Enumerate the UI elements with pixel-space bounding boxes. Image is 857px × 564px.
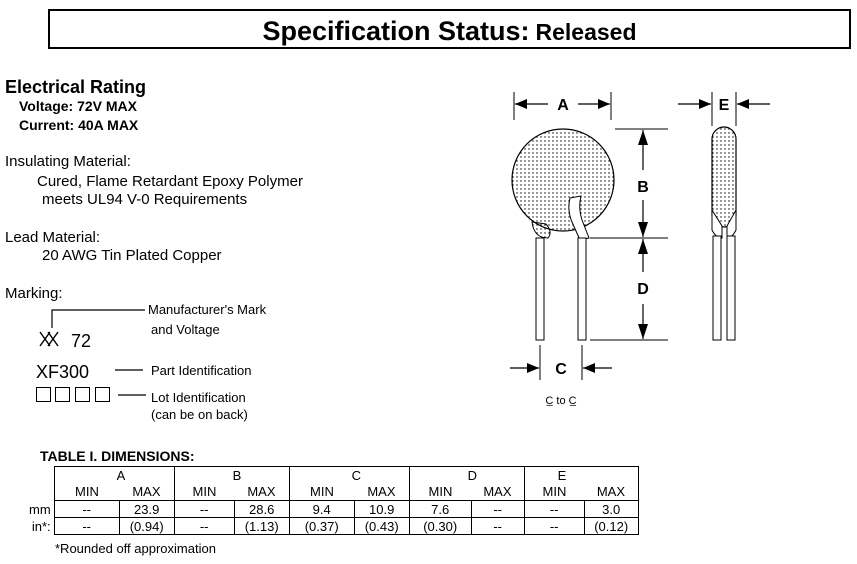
cell: (0.43) <box>354 518 409 535</box>
cell: (1.13) <box>234 518 289 535</box>
lead-material-value: 20 AWG Tin Plated Copper <box>42 247 222 264</box>
spec-status-value: Released <box>535 19 637 45</box>
cell: (0.94) <box>119 518 174 535</box>
cell: 7.6 <box>409 501 471 518</box>
row-unit-mm: mm <box>29 501 51 517</box>
cell: -- <box>471 501 524 518</box>
cell: -- <box>524 501 584 518</box>
cell: -- <box>524 518 584 535</box>
dim-c-label: C <box>555 361 567 378</box>
part-identification-label: Part Identification <box>151 363 252 378</box>
row-unit-in: in*: <box>31 518 51 534</box>
lot-identification-note: (can be on back) <box>151 407 248 422</box>
table-subheader-row <box>29 484 638 501</box>
cell: 23.9 <box>119 501 174 518</box>
manufacturer-mark-label: Manufacturer's Mark <box>148 302 267 317</box>
cell: (0.37) <box>289 518 354 535</box>
voltage-rating: Voltage: 72V MAX <box>19 98 137 114</box>
col-c-min: MIN <box>289 484 354 501</box>
part-number-mark: XF300 <box>36 362 90 382</box>
dim-e-label: E <box>718 97 730 114</box>
cell: (0.12) <box>584 518 638 535</box>
cell: 3.0 <box>584 501 638 518</box>
col-a-min: MIN <box>54 484 119 501</box>
dimensions-table <box>29 466 639 535</box>
insulating-material-line1: Cured, Flame Retardant Epoxy Polymer <box>37 173 303 190</box>
centerline-note: C̲ to C̲ <box>545 395 577 407</box>
electrical-rating-heading: Electrical Rating <box>5 77 147 97</box>
cell: -- <box>471 518 524 535</box>
table-group-d: D <box>467 467 478 483</box>
table-row <box>29 518 638 535</box>
col-e-min: MIN <box>524 484 584 501</box>
table-footnote: *Rounded off approximation <box>55 541 216 556</box>
col-e-max: MAX <box>584 484 638 501</box>
manufacturer-voltage-label: and Voltage <box>151 322 220 337</box>
current-rating: Current: 40A MAX <box>19 117 139 133</box>
insulating-material-label: Insulating Material: <box>5 153 131 170</box>
lot-identification-label: Lot Identification <box>151 390 246 405</box>
table-group-c: C <box>351 467 362 483</box>
col-c-max: MAX <box>354 484 409 501</box>
cell: -- <box>54 501 119 518</box>
dim-b-label: B <box>637 179 649 196</box>
col-a-max: MAX <box>119 484 174 501</box>
col-b-max: MAX <box>234 484 289 501</box>
table-group-e: E <box>557 467 567 483</box>
cell: 28.6 <box>234 501 289 518</box>
table-row <box>29 501 638 518</box>
voltage-mark: 72 <box>71 331 92 351</box>
col-b-min: MIN <box>174 484 234 501</box>
dim-d-label: D <box>637 281 649 298</box>
cell: -- <box>174 518 234 535</box>
marking-label: Marking: <box>5 285 63 302</box>
side-view <box>712 127 736 340</box>
table-group-a: A <box>116 467 126 483</box>
front-view <box>512 129 614 340</box>
cell: -- <box>54 518 119 535</box>
spec-status-title: Specification Status: <box>262 16 530 46</box>
insulating-material-line2: meets UL94 V-0 Requirements <box>42 191 248 208</box>
cell: -- <box>174 501 234 518</box>
cell: (0.30) <box>409 518 471 535</box>
dim-a-label: A <box>557 97 569 114</box>
cell: 9.4 <box>289 501 354 518</box>
table-group-b: B <box>232 467 242 483</box>
lead-material-label: Lead Material: <box>5 229 101 246</box>
col-d-max: MAX <box>471 484 524 501</box>
table-group-row <box>29 467 638 484</box>
col-d-min: MIN <box>409 484 471 501</box>
table-title: TABLE I. DIMENSIONS: <box>40 448 195 464</box>
cell: 10.9 <box>354 501 409 518</box>
